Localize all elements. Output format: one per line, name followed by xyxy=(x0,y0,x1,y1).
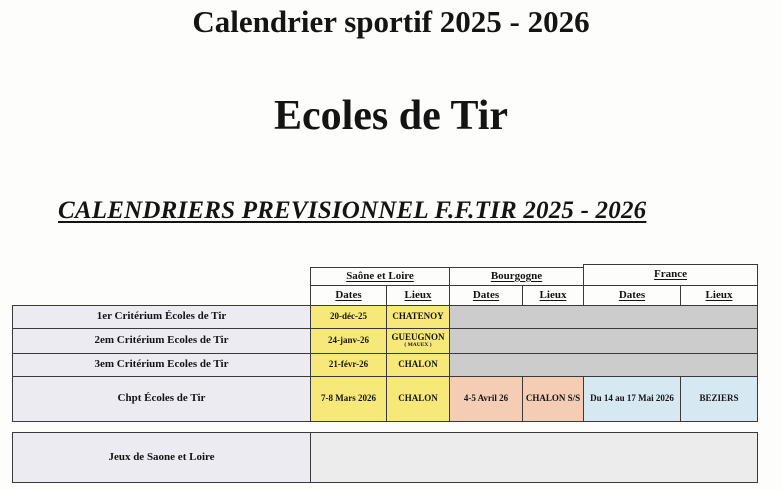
row-date-saone-et-loire: 20-déc-25 xyxy=(310,305,387,329)
group-header-bourgogne xyxy=(449,267,584,286)
page-title: Calendrier sportif 2025 - 2026 xyxy=(192,4,590,39)
row-lieu-saone-et-loire: CHATENOY xyxy=(386,305,450,329)
col-header-label: Lieux xyxy=(539,288,567,301)
group-header-saone-et-loire xyxy=(310,267,450,286)
row-label-jeux: Jeux de Saone et Loire xyxy=(12,432,311,483)
row-date-saone-et-loire: 7-8 Mars 2026 xyxy=(310,376,387,422)
row-lieu-saone-et-loire: CHALON xyxy=(386,376,450,422)
section-title: CALENDRIERS PREVISIONNEL F.F.TIR 2025 - 2026 xyxy=(58,197,647,224)
empty-cell xyxy=(449,305,758,329)
row-date-saone-et-loire: 21-févr-26 xyxy=(310,353,387,377)
empty-cell xyxy=(449,353,758,377)
col-header-label: Lieux xyxy=(404,288,432,301)
row-label: 2em Critérium Ecoles de Tir xyxy=(12,328,311,354)
row-lieu-saone-et-loire xyxy=(386,328,450,354)
row-label: 3em Critérium Ecoles de Tir xyxy=(12,353,311,377)
row-date-saone-et-loire: 24-janv-26 xyxy=(310,328,387,354)
col-header-lieux xyxy=(680,285,758,306)
row-lieu-text: GUEUGNON xyxy=(391,331,445,342)
row-date-france: Du 14 au 17 Mai 2026 xyxy=(583,376,681,422)
empty-cell xyxy=(310,432,758,483)
row-label: 1er Critérium Écoles de Tir xyxy=(12,305,311,329)
col-header-dates xyxy=(583,285,681,306)
col-header-lieux xyxy=(522,285,584,306)
group-header-label: France xyxy=(654,268,687,281)
row-label: Chpt Écoles de Tir xyxy=(12,376,311,422)
row-date-bourgogne: 4-5 Avril 26 xyxy=(449,376,523,422)
col-header-lieux xyxy=(386,285,450,306)
col-header-label: Lieux xyxy=(705,288,733,301)
group-header-france xyxy=(583,264,758,286)
empty-cell xyxy=(449,328,758,354)
group-header-label: Saône et Loire xyxy=(346,269,414,282)
col-header-dates xyxy=(310,285,387,306)
page-subtitle: Ecoles de Tir xyxy=(273,93,509,139)
col-header-label: Dates xyxy=(335,288,362,301)
row-lieu-saone-et-loire: CHALON xyxy=(386,353,450,377)
col-header-label: Dates xyxy=(618,288,646,301)
col-header-label: Dates xyxy=(472,288,500,301)
row-lieu-note: ( MAUEX ) xyxy=(404,342,432,349)
row-lieu-france: BEZIERS xyxy=(680,376,758,422)
group-header-label: Bourgogne xyxy=(490,269,543,282)
row-lieu-bourgogne: CHALON S/S xyxy=(522,376,584,422)
col-header-dates xyxy=(449,285,523,306)
